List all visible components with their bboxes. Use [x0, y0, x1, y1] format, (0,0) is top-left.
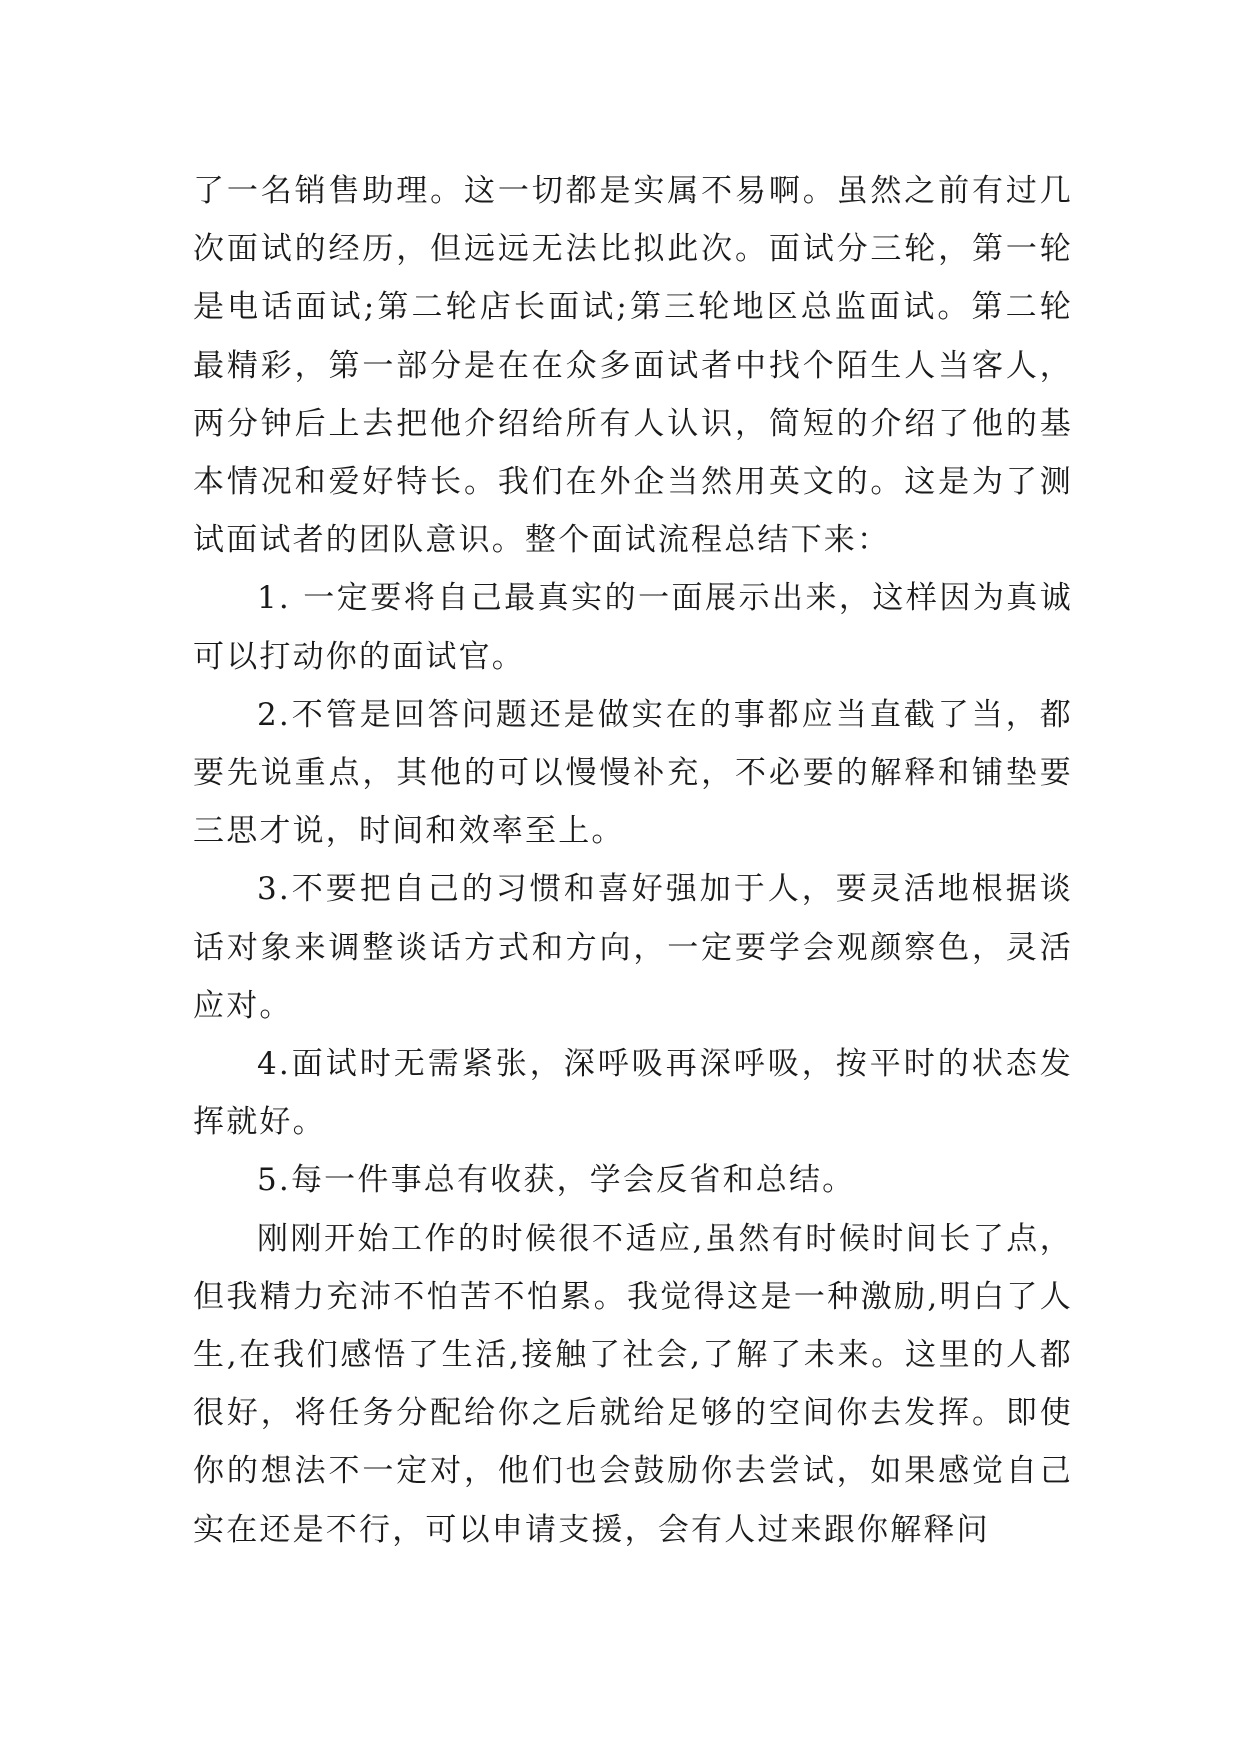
- paragraph-work-experience: 刚刚开始工作的时候很不适应,虽然有时候时间长了点，但我精力充沛不怕苦不怕累。我觉得这是一种激励,明白了人生,在我们感悟了生活,接触了社会,了解了未来。这里的人都很好，将任务分配给你之后就给足够的空间你去发挥。即使你的想法不一定对，他们也会鼓励你去尝试，如果感觉自己实在还是不行，可以申请支援，会有人过来跟你解释问: [193, 1220, 1073, 1548]
- paragraph-interview-intro: 了一名销售助理。这一切都是实属不易啊。虽然之前有过几次面试的经历，但远远无法比拟此次。面试分三轮，第一轮是电话面试;第二轮店长面试;第三轮地区总监面试。第二轮最精彩，第一部分是在在众多面试者中找个陌生人当客人，两分钟后上去把他介绍给所有人认识，简短的介绍了他的基本情况和爱好特长。我们在外企当然用英文的。这是为了测试面试者的团队意识。整个面试流程总结下来：: [193, 173, 1073, 559]
- paragraph-point-1: 1. 一定要将自己最真实的一面展示出来，这样因为真诚可以打动你的面试官。: [193, 580, 1073, 675]
- paragraph-point-5: 5.每一件事总有收获，学会反省和总结。: [257, 1162, 856, 1199]
- paragraph-point-2: 2.不管是回答问题还是做实在的事都应当直截了当，都要先说重点，其他的可以慢慢补充，不必要的解释和铺垫要三思才说，时间和效率至上。: [193, 696, 1073, 850]
- paragraph-point-3: 3.不要把自己的习惯和喜好强加于人，要灵活地根据谈话对象来调整谈话方式和方向，一定要学会观颜察色，灵活应对。: [193, 871, 1073, 1024]
- paragraph-point-4: 4.面试时无需紧张，深呼吸再深呼吸，按平时的状态发挥就好。: [193, 1046, 1073, 1141]
- document-body: [193, 162, 1073, 1559]
